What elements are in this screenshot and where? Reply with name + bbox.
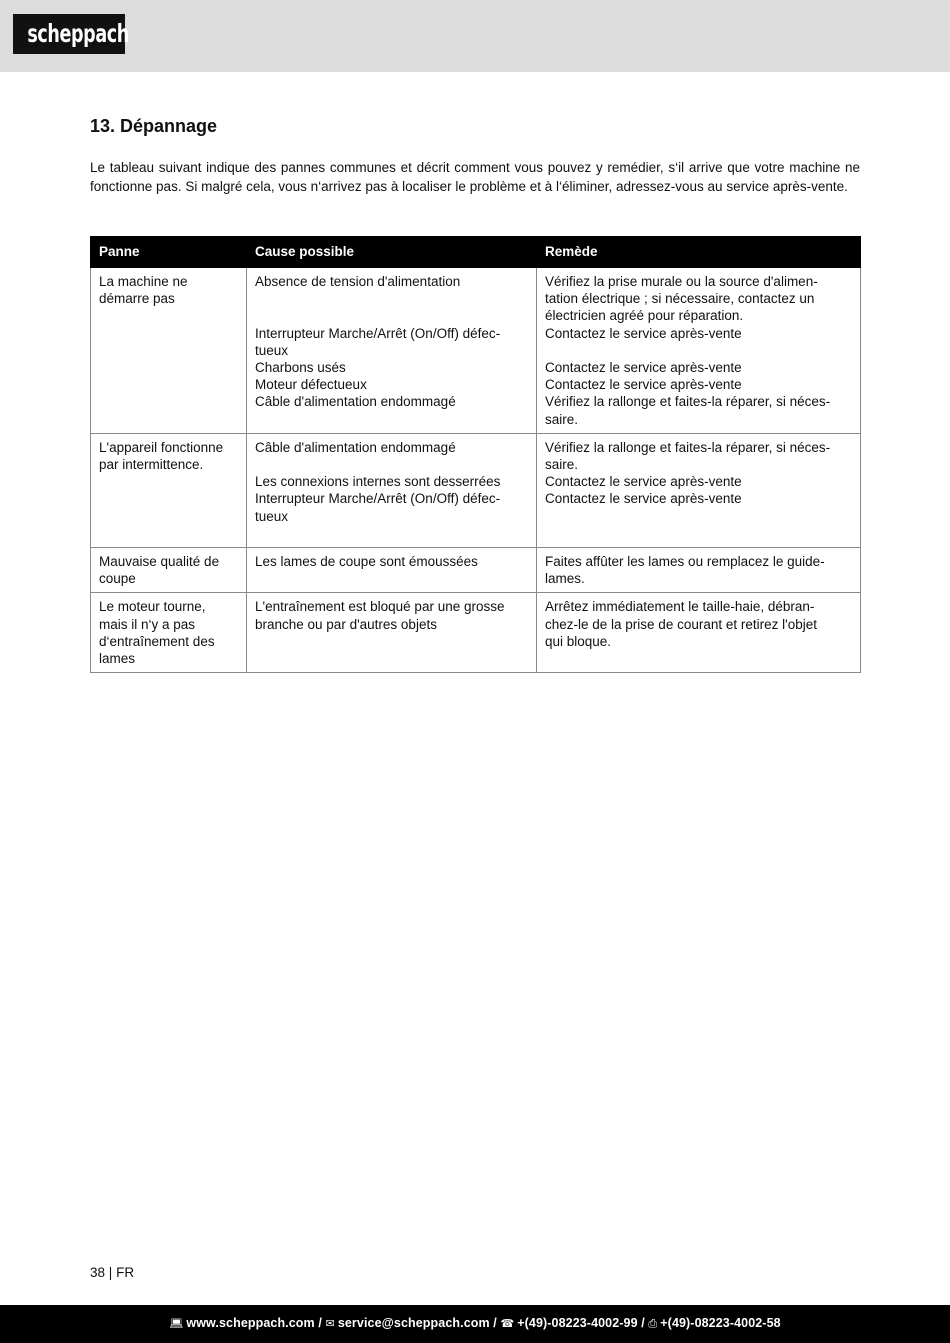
cell-line: [255, 456, 528, 473]
cell-remede: [537, 268, 861, 434]
cell-line: Câble d'alimentation endommagé: [255, 439, 456, 455]
cell-line: saire.: [545, 457, 579, 473]
computer-icon: 💻︎: [169, 1318, 184, 1330]
header-cause: Cause possible: [247, 237, 537, 268]
cell-line: par intermittence.: [99, 457, 204, 473]
cell-line: Vérifiez la prise murale ou la source d'alimen-: [545, 274, 818, 289]
cell-panne: [91, 433, 247, 547]
envelope-icon: ✉︎: [325, 1318, 335, 1330]
scheppach-logo: scheppach: [13, 14, 125, 54]
page-language: FR: [116, 1265, 135, 1280]
cell-remede: [537, 593, 861, 673]
cell-line: lames.: [545, 571, 585, 587]
cell-remede: [537, 548, 861, 593]
footer-separator: /: [318, 1316, 322, 1330]
cell-cause: [247, 268, 537, 434]
cell-line: Charbons usés: [255, 359, 346, 375]
cell-line: L'entraînement est bloqué par une grosse: [255, 599, 505, 615]
fax-icon: ⎙: [648, 1318, 658, 1330]
cell-cause: [247, 433, 537, 547]
footer-phone[interactable]: +(49)-08223-4002-99: [517, 1316, 638, 1330]
cell-line: Contactez le service après-vente: [545, 377, 742, 393]
cell-panne: [91, 268, 247, 434]
cell-line: Contactez le service après-vente: [545, 360, 742, 375]
footer-fax: +(49)-08223-4002-58: [660, 1316, 781, 1330]
page-number-separator: |: [108, 1265, 113, 1280]
cell-line: Interrupteur Marche/Arrêt (On/Off) défec-: [255, 491, 501, 507]
cell-line: chez-le de la prise de courant et retirez l'objet: [545, 616, 817, 632]
cell-line: tation électrique ; si nécessaire, contactez un: [545, 291, 815, 307]
table-row: [91, 268, 861, 434]
cell-line: Contactez le service après-vente: [545, 491, 742, 507]
troubleshooting-table: [90, 236, 861, 673]
cell-line: Contactez le service après-vente: [545, 474, 742, 490]
table-row: [91, 433, 861, 547]
cell-line: branche ou par d'autres objets: [255, 616, 437, 632]
header-panne: Panne: [91, 237, 247, 268]
cell-line: Câble d'alimentation endommagé: [255, 394, 456, 410]
cell-line: saire.: [545, 411, 579, 427]
cell-line: Faites affûter les lames ou remplacez le guide-: [545, 554, 825, 569]
page-number: [90, 1265, 134, 1280]
cell-line: Vérifiez la rallonge et faites-la réparer, si néces-: [545, 394, 831, 410]
table-row: [91, 593, 861, 673]
cell-line: Les lames de coupe sont émoussées: [255, 554, 478, 569]
cell-line: Contactez le service après-vente: [545, 325, 742, 341]
cell-line: Arrêtez immédiatement le taille-haie, débran-: [545, 599, 815, 615]
table-row: [91, 548, 861, 593]
cell-line: mais il n‘y a pas: [99, 616, 196, 632]
cell-line: lames: [99, 651, 136, 667]
footer-web[interactable]: www.scheppach.com: [186, 1316, 315, 1330]
cell-line: [255, 290, 528, 307]
cell-line: d‘entraînement des: [99, 633, 215, 649]
cell-line: Les connexions internes sont desserrées: [255, 474, 501, 490]
cell-line: Le moteur tourne,: [99, 599, 206, 615]
footer-separator: /: [641, 1316, 645, 1330]
cell-line: Mauvaise qualité de: [99, 554, 220, 569]
cell-line: [255, 525, 528, 542]
footer-band: [0, 1305, 950, 1343]
cell-line: Moteur défectueux: [255, 377, 367, 393]
cell-line: Absence de tension d'alimentation: [255, 274, 461, 289]
section-title: 13. Dépannage: [90, 116, 218, 136]
table-header-row: [91, 237, 861, 268]
footer-contact: [0, 1316, 950, 1331]
cell-line: Vérifiez la rallonge et faites-la réparer, si néces-: [545, 439, 831, 455]
cell-line: qui bloque.: [545, 633, 612, 649]
footer-separator: /: [493, 1316, 497, 1330]
cell-line: tueux: [255, 342, 289, 358]
cell-remede: [537, 433, 861, 547]
header-band: [0, 0, 950, 72]
intro-paragraph: Le tableau suivant indique des pannes communes et décrit comment vous pouvez y remédier, s‘il arrive que votre machine ne fonctionne pas. Si malgré cela, vous n‘arrivez pas à localiser le problème et à l‘éliminer, adressez-vous au service après-vente.: [90, 160, 860, 194]
cell-line: tueux: [255, 508, 289, 524]
telephone-icon: ☎︎: [500, 1318, 515, 1330]
cell-line: [545, 342, 852, 359]
table-body: [91, 268, 861, 673]
cell-line: coupe: [99, 571, 136, 587]
cell-line: Interrupteur Marche/Arrêt (On/Off) défec-: [255, 325, 501, 341]
cell-line: électricien agréé pour réparation.: [545, 308, 744, 324]
cell-line: La machine ne: [99, 274, 188, 289]
cell-panne: [91, 548, 247, 593]
cell-line: [255, 307, 528, 324]
cell-panne: [91, 593, 247, 673]
cell-cause: [247, 548, 537, 593]
cell-line: démarre pas: [99, 291, 175, 307]
footer-email[interactable]: service@scheppach.com: [337, 1316, 490, 1330]
cell-line: L'appareil fonctionne: [99, 439, 224, 455]
page-number-value: 38: [90, 1265, 106, 1280]
header-remede: Remède: [537, 237, 861, 268]
cell-cause: [247, 593, 537, 673]
